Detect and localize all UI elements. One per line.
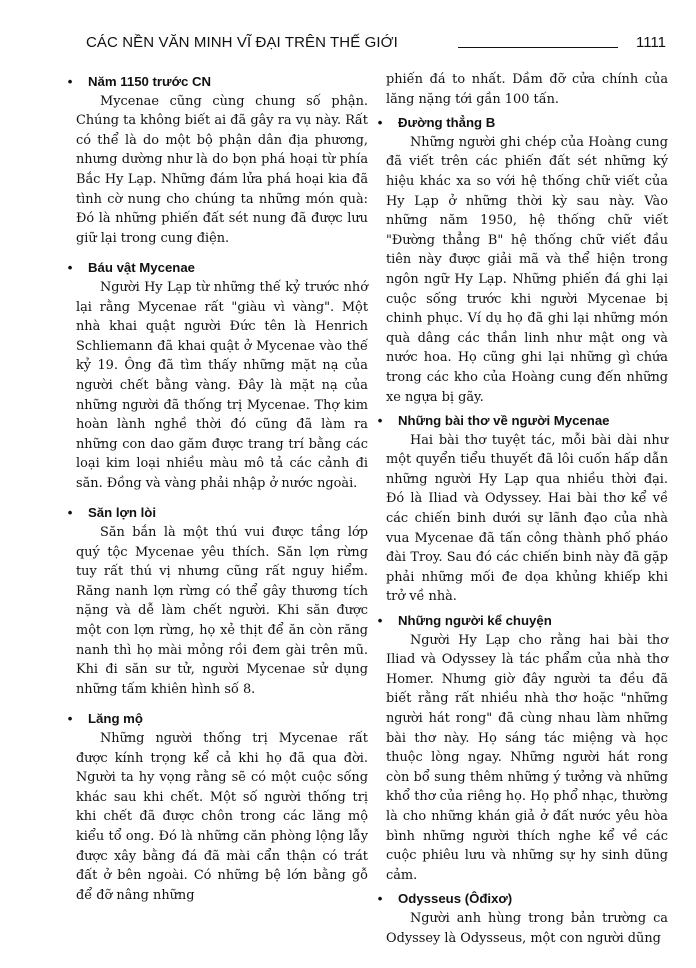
header-rule <box>458 47 618 48</box>
bullet-icon: • <box>377 413 383 429</box>
section-heading: • Đường thẳng B <box>386 113 668 133</box>
section-text: Hai bài thơ tuyệt tác, mỗi bài dài như một quyển tiểu thuyết đã lôi cuốn hấp dẫn những người Hy Lạp qua nhiều thời đại. Đó là Iliad và Odyssey. Hai bài thơ kể về các chiến binh dưới sự lãnh đạo của nhà vua Mycenae đã tấn công thành phố pháo đài Troy. Sau đó các chiến binh này đã gặp phải những mối đe dọa khủng khiếp khi trở về nhà. <box>386 432 668 605</box>
section-heading: • Năm 1150 trước CN <box>76 72 368 92</box>
section-heading: • Những người kể chuyện <box>386 611 668 631</box>
section-heading: • Báu vật Mycenae <box>76 258 368 278</box>
section-text: Những người thống trị Mycenae rất được kính trọng kể cả khi họ đã qua đời. Người ta hy vọng rằng sẽ có một cuộc sống khác sau khi chết. Một số người thống trị khi chết đã được chôn trong các lăng mộ kiểu tổ ong. Đó là những căn phòng lộng lẫy được xây bằng đá đã mài cẩn thận có trát đất ở bên ngoài. Có những bệ lớn bằng gỗ để đỡ nâng những <box>76 731 368 903</box>
bullet-icon: • <box>377 891 383 907</box>
right-column <box>377 70 668 952</box>
page-header <box>86 30 666 52</box>
bullet-icon: • <box>67 260 73 276</box>
section-heading: • Lăng mộ <box>76 709 368 729</box>
section-text: Những người ghi chép của Hoàng cung đã viết trên các phiến đất sét những ký hiệu khác xa so với hệ thống chữ viết của Hy Lạp ở những thời kỳ sau này. Vào những năm 1950, hệ thống chữ viết "Đường thẳng B" hệ thống chữ viết đầu tiên này được giải mã và thể hiện trong ngôn ngữ Hy Lạp. Những phiến đá ghi lại cuộc sống trước khi người Mycenae bị chinh phục. Ví dụ họ đã ghi lại những món quà dâng các thần linh như mật ong và nước hoa. Họ cũng ghi lại những gì chứa trong các kho của Hoàng cung đến những xe ngựa bị gãy. <box>386 134 668 405</box>
section-text: Săn bắn là một thú vui được tầng lớp quý tộc Mycenae yêu thích. Săn lợn rừng tuy rất thú vị nhưng cũng rất nguy hiểm. Răng nanh lợn rừng có thể gây thương tích nặng và dễ làm chết người. Khi săn được một con lợn rừng, họ xẻ thịt để ăn còn răng nanh thì họ mài mỏng rồi đem gài trên mũ. Khi đi săn sư tử, người Mycenae sử dụng những tấm khiên hình số 8. <box>76 525 368 697</box>
left-column <box>67 72 368 909</box>
running-title: CÁC NỀN VĂN MINH VĨ ĐẠI TRÊN THẾ GIỚI <box>86 34 398 51</box>
section-text: Người Hy Lạp từ những thế kỷ trước nhớ lại rằng Mycenae rất "giàu vì vàng". Một nhà khai quật người Đức tên là Henrich Schliemann đã khai quật ở Mycenae vào thế kỷ 19. Ông đã tìm thấy những mặt nạ của người chết bằng vàng. Đây là mặt nạ của những người đã thống trị Mycenae. Thợ kim hoàn lành nghề thời đó cũng đã làm ra những con dao găm được trang trí bằng các loại kim loại nhiều màu mô tả các cảnh đi săn. Đồng và vàng phải nhập ở nước ngoài. <box>76 279 368 491</box>
bullet-icon: • <box>377 115 383 131</box>
section-heading: • Odysseus (Ôđixơ) <box>386 889 668 909</box>
section-text: Người anh hùng trong bản trường ca Odyssey là Odysseus, một con người dũng <box>386 910 668 946</box>
section-text: Người Hy Lạp cho rằng hai bài thơ Iliad và Odyssey là tác phẩm của nhà thơ Homer. Nhưng giờ đây người ta đều đã biết rằng rất nhiều nhà thơ hoặc "những người hát rong" đã cùng nhau làm những bài thơ này. Họ sáng tác miệng và học thuộc lòng ngay. Những người hát rong còn bổ sung thêm những ý tưởng và những khổ thơ của riêng họ. Họ phổ nhạc, thường là cho những khán giả ở đất nước yêu hòa bình những người thích nghe kể về các cuộc phiêu lưu và những sự hy sinh dũng cảm. <box>386 632 668 883</box>
bullet-icon: • <box>67 74 73 89</box>
continued-text: phiến đá to nhất. Dầm đỡ cửa chính của lăng nặng tới gần 100 tấn. <box>386 72 668 107</box>
section-text: Mycenae cũng cùng chung số phận. Chúng ta không biết ai đã gây ra vụ này. Rất có thể là do một bộ phận dân địa phương, nhưng dường như là do bọn phá hoại từ phía Bắc Hy Lạp. Những đám lửa phá hoại kia đã tình cờ nung cho chúng ta những món quà: Đó là những phiến đất sét nung đã được lưu giữ lại trong cung điện. <box>76 93 368 246</box>
section-heading: • Những bài thơ về người Mycenae <box>386 411 668 431</box>
section-heading: • Săn lợn lòi <box>76 503 368 523</box>
page-number: 1111 <box>635 34 666 51</box>
bullet-icon: • <box>67 505 73 521</box>
bullet-icon: • <box>377 613 383 629</box>
bullet-icon: • <box>67 711 73 727</box>
